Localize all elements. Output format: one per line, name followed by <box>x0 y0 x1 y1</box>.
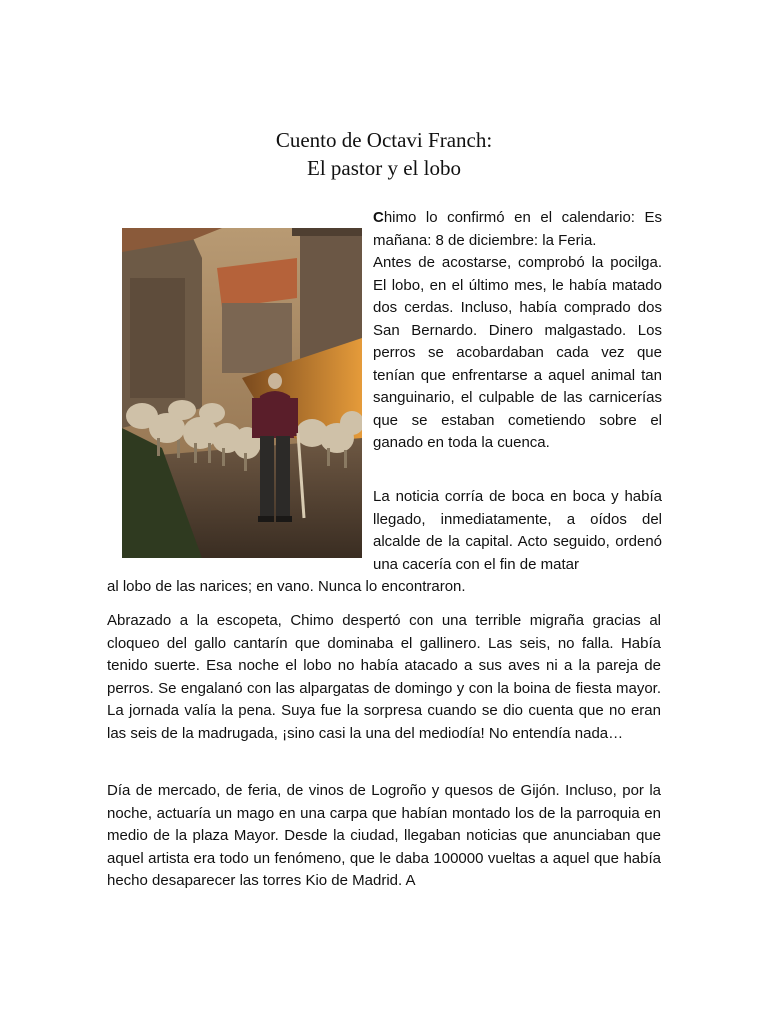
paragraph-3-wrapped <box>373 486 662 576</box>
paragraph-1-text: himo lo confirmó en el calendario: Es mañana: 8 de diciembre: la Feria. <box>373 209 662 249</box>
story-title <box>0 126 768 182</box>
paragraph-5: Día de mercado, de feria, de vinos de Logroño y quesos de Gijón. Incluso, por la noche, actuaría un mago en una carpa que habían montado los de la parroquia en medio de la plaza Mayor. Desde la ciudad, llegaban noticias que anunciaban que aquel artista era todo un fenómeno, que le daba 100000 vueltas a aquel que había hecho desaparecer las torres Kio de Madrid. A <box>107 782 661 889</box>
paragraph-2 <box>373 252 662 455</box>
dropcap: C <box>373 209 384 226</box>
paragraph-3-text: La noticia corría de boca en boca y había llegado, inmediatamente, a oídos del alcalde de la capital. Acto seguido, ordenó una cacería con el fin de matar <box>373 488 662 573</box>
title-line-1: Cuento de Octavi Franch: <box>275 128 493 152</box>
paragraph-1 <box>373 207 662 252</box>
paragraph-3-continued: al lobo de las narices; en vano. Nunca lo encontraron. <box>107 578 466 595</box>
paragraph-2-text: Antes de acostarse, comprobó la pocilga. El lobo, en el último mes, le había matado dos cerdas. Incluso, había comprado dos San Bernardo. Dinero malgastado. Los perros se acobardaban cada vez que tenían que enfrentarse a aquel animal tan sanguinario, el culpable de las carnicerías que se estaban cometiendo sobre el ganado en toda la cuenca. <box>373 254 662 451</box>
title-line-2: El pastor y el lobo <box>307 156 461 180</box>
shepherd-with-sheep-photo <box>122 228 362 558</box>
paragraph-4: Abrazado a la escopeta, Chimo despertó con una terrible migraña gracias al cloqueo del gallo cantarín que dominaba el gallinero. Las seis, no falla. Había tenido suerte. Esa noche el lobo no había atacado a sus aves ni a la pareja de perros. Se engalanó con las alpargatas de domingo y con la boina de fiesta mayor. La jornada valía la pena. Suya fue la sorpresa cuando se dio cuenta que no eran las seis de la madrugada, ¡sino casi la una del mediodía! No entendía nada… <box>107 612 661 742</box>
